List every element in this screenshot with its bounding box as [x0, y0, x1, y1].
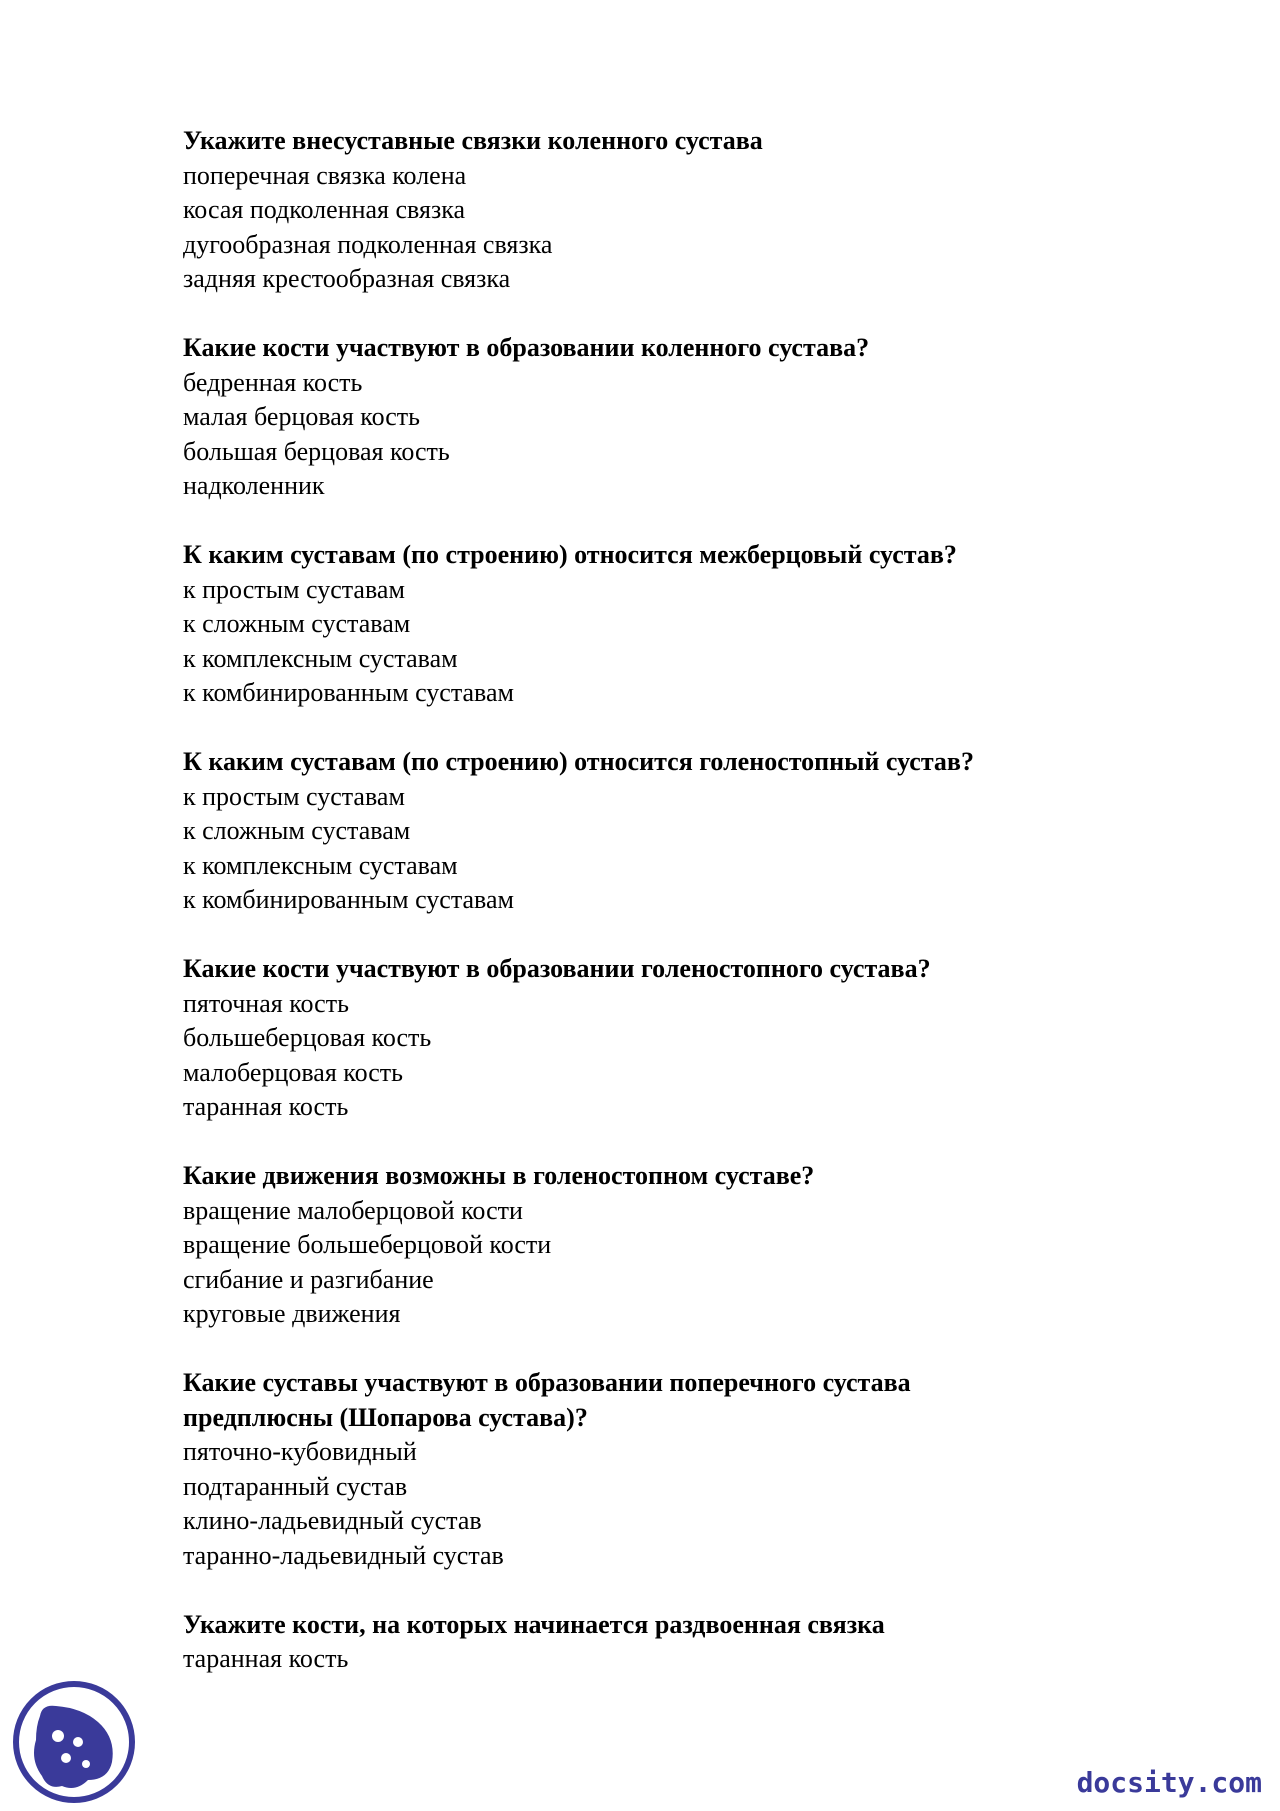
answer-option: к комплексным суставам — [183, 643, 458, 673]
question-block — [183, 1159, 1183, 1332]
answer-option: малая берцовая кость — [183, 402, 421, 431]
answer-option: большеберцовая кость — [183, 1023, 432, 1052]
answer-option: большая берцовая кость — [183, 436, 450, 466]
answer-option: косая подколенная связка — [183, 195, 466, 224]
question-title: Какие кости участвуют в образовании коленного сустава? — [183, 333, 870, 362]
question-title: Какие кости участвуют в образовании голеностопного сустава? — [183, 954, 931, 983]
answer-option: надколенник — [183, 471, 325, 500]
answer-option: к сложным суставам — [183, 816, 411, 845]
question-block — [183, 1608, 1183, 1677]
question-block — [183, 331, 1183, 504]
brand-watermark[interactable]: docsity.com — [1076, 1766, 1262, 1799]
question-block — [183, 952, 1183, 1125]
answer-option: таранная кость — [183, 1644, 349, 1673]
answer-option: вращение малоберцовой кости — [183, 1195, 523, 1225]
question-title-line-1: Какие суставы участвуют в образовании поперечного сустава — [183, 1368, 911, 1397]
docsity-logo-svg — [12, 1680, 136, 1804]
answer-option: таранная кость — [183, 1092, 349, 1121]
question-title: Укажите кости, на которых начинается раздвоенная связка — [183, 1609, 885, 1639]
question-title: К каким суставам (по строению) относится межберцовый сустав? — [183, 540, 957, 569]
answer-option: пяточно-кубовидный — [183, 1437, 417, 1466]
document-body — [183, 124, 1183, 1711]
answer-option: подтаранный сустав — [183, 1471, 408, 1501]
answer-option: поперечная связка колена — [183, 160, 467, 190]
answer-option: бедренная кость — [183, 367, 363, 397]
answer-option: к комплексным суставам — [183, 850, 458, 880]
answer-option: задняя крестообразная связка — [183, 264, 511, 293]
answer-option: таранно-ладьевидный сустав — [183, 1540, 504, 1570]
answer-option: к комбинированным суставам — [183, 678, 514, 707]
question-title: Укажите внесуставные связки коленного сустава — [183, 126, 763, 155]
answer-option: сгибание и разгибание — [183, 1264, 434, 1294]
docsity-logo-icon[interactable] — [12, 1680, 136, 1804]
question-title: Какие движения возможны в голеностопном суставе? — [183, 1161, 815, 1190]
question-block — [183, 1366, 1183, 1573]
question-block — [183, 124, 1183, 297]
answer-option: к простым суставам — [183, 574, 405, 604]
question-block — [183, 745, 1183, 918]
answer-option: к сложным суставам — [183, 609, 411, 638]
question-title: К каким суставам (по строению) относится голеностопный сустав? — [183, 747, 974, 776]
answer-option: клино-ладьевидный сустав — [183, 1506, 482, 1535]
answer-option: вращение большеберцовой кости — [183, 1230, 552, 1259]
question-block — [183, 538, 1183, 711]
answer-option: круговые движения — [183, 1299, 401, 1328]
answer-option: к комбинированным суставам — [183, 885, 514, 914]
answer-option: к простым суставам — [183, 781, 405, 811]
answer-option: пяточная кость — [183, 988, 349, 1018]
question-title-line-2: предплюсны (Шопарова сустава)? — [183, 1402, 588, 1432]
answer-option: малоберцовая кость — [183, 1057, 404, 1087]
answer-option: дугообразная подколенная связка — [183, 229, 553, 259]
